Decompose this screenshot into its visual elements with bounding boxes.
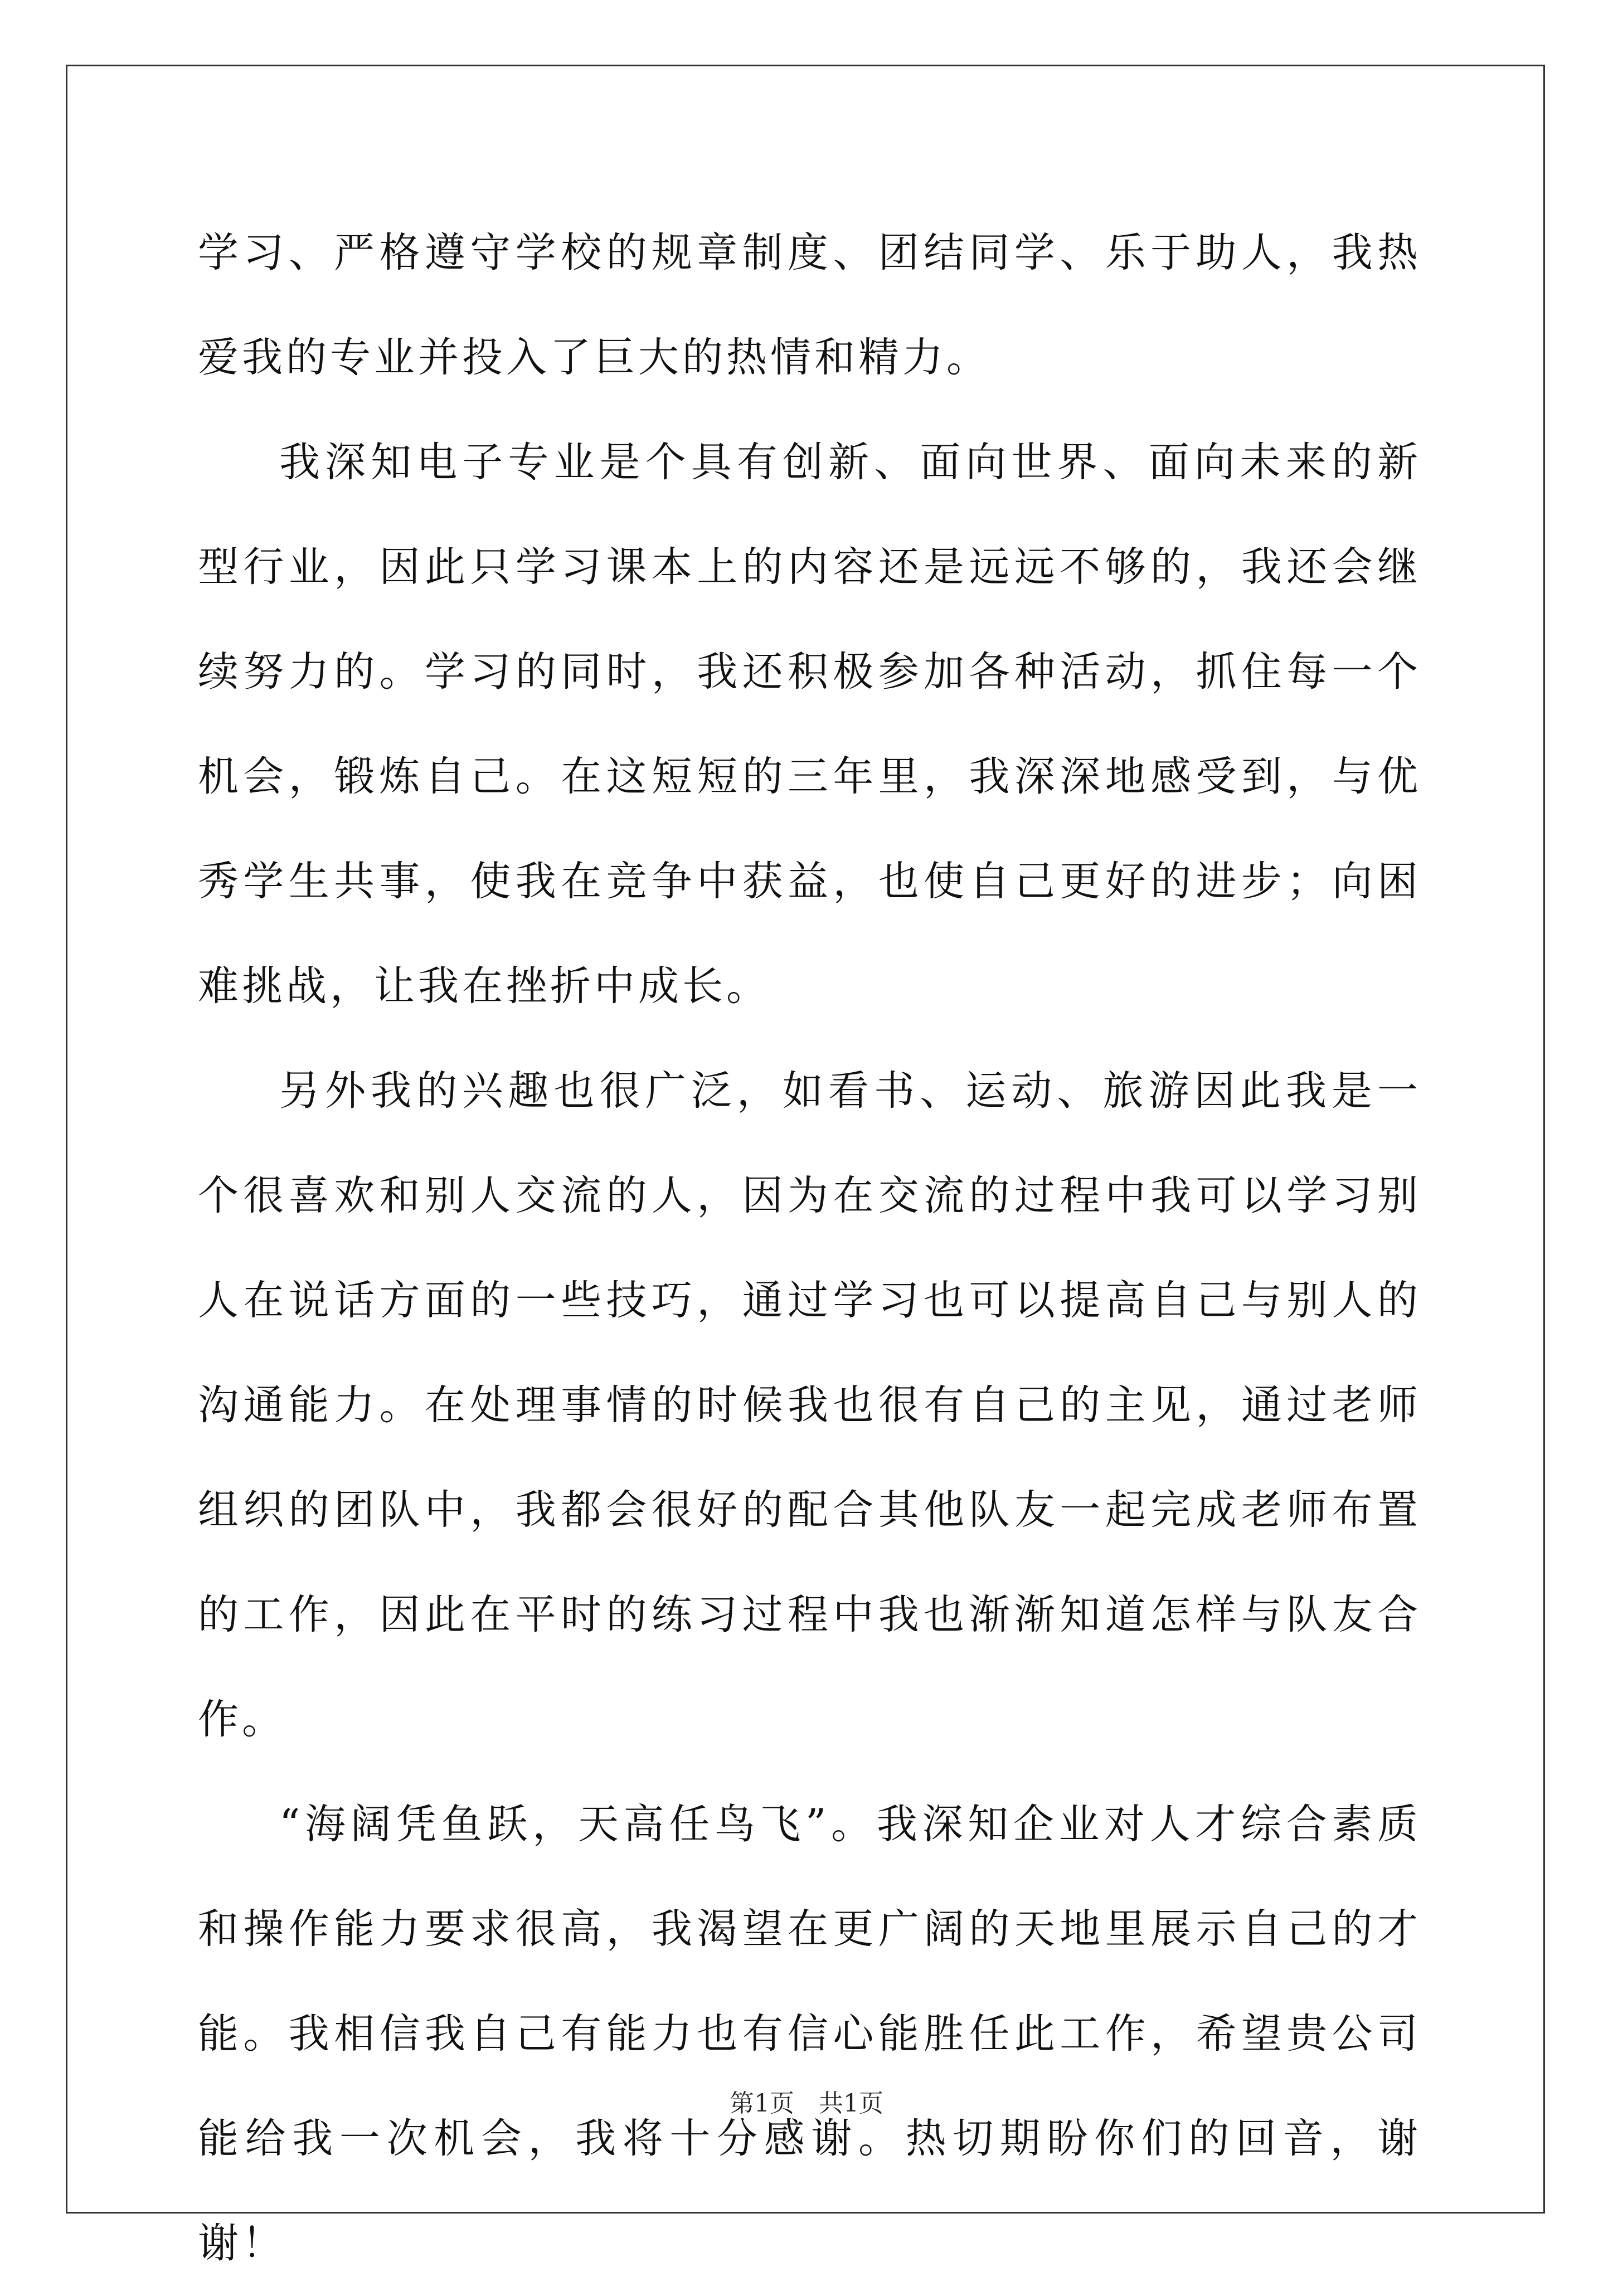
document-body [198, 201, 1421, 2296]
paragraph-3: 另外我的兴趣也很广泛，如看书、运动、旅游因此我是一个很喜欢和别人交流的人，因为在交流的过程中我可以学习别人在说话方面的一些技巧，通过学习也可以提高自己与别人的沟通能力。在处理事情的时候我也很有自己的主见，通过老师组织的团队中，我都会很好的配合其他队友一起完成老师布置的工作，因此在平时的练习过程中我也渐渐知道怎样与队友合作。 [198, 1067, 1421, 1743]
paragraph-2: 我深知电子专业是个具有创新、面向世界、面向未来的新型行业，因此只学习课本上的内容还是远远不够的，我还会继续努力的。学习的同时，我还积极参加各种活动，抓住每一个机会，锻炼自己。在这短短的三年里，我深深地感受到，与优秀学生共事，使我在竞争中获益，也使自己更好的进步；向困难挑战，让我在挫折中成长。 [198, 439, 1421, 1010]
page-number-footer: 第1页 共1页 [730, 2089, 883, 2118]
paragraph-1: 学习、严格遵守学校的规章制度、团结同学、乐于助人，我热爱我的专业并投入了巨大的热情和精力。 [198, 229, 1421, 381]
paragraph-4: “海阔凭鱼跃，天高任鸟飞”。我深知企业对人才综合素质和操作能力要求很高，我渴望在更广阔的天地里展示自己的才能。我相信我自己有能力也有信心能胜任此工作，希望贵公司能给我一次机会，我将十分感谢。热切期盼你们的回音，谢谢！ [198, 1801, 1421, 2267]
